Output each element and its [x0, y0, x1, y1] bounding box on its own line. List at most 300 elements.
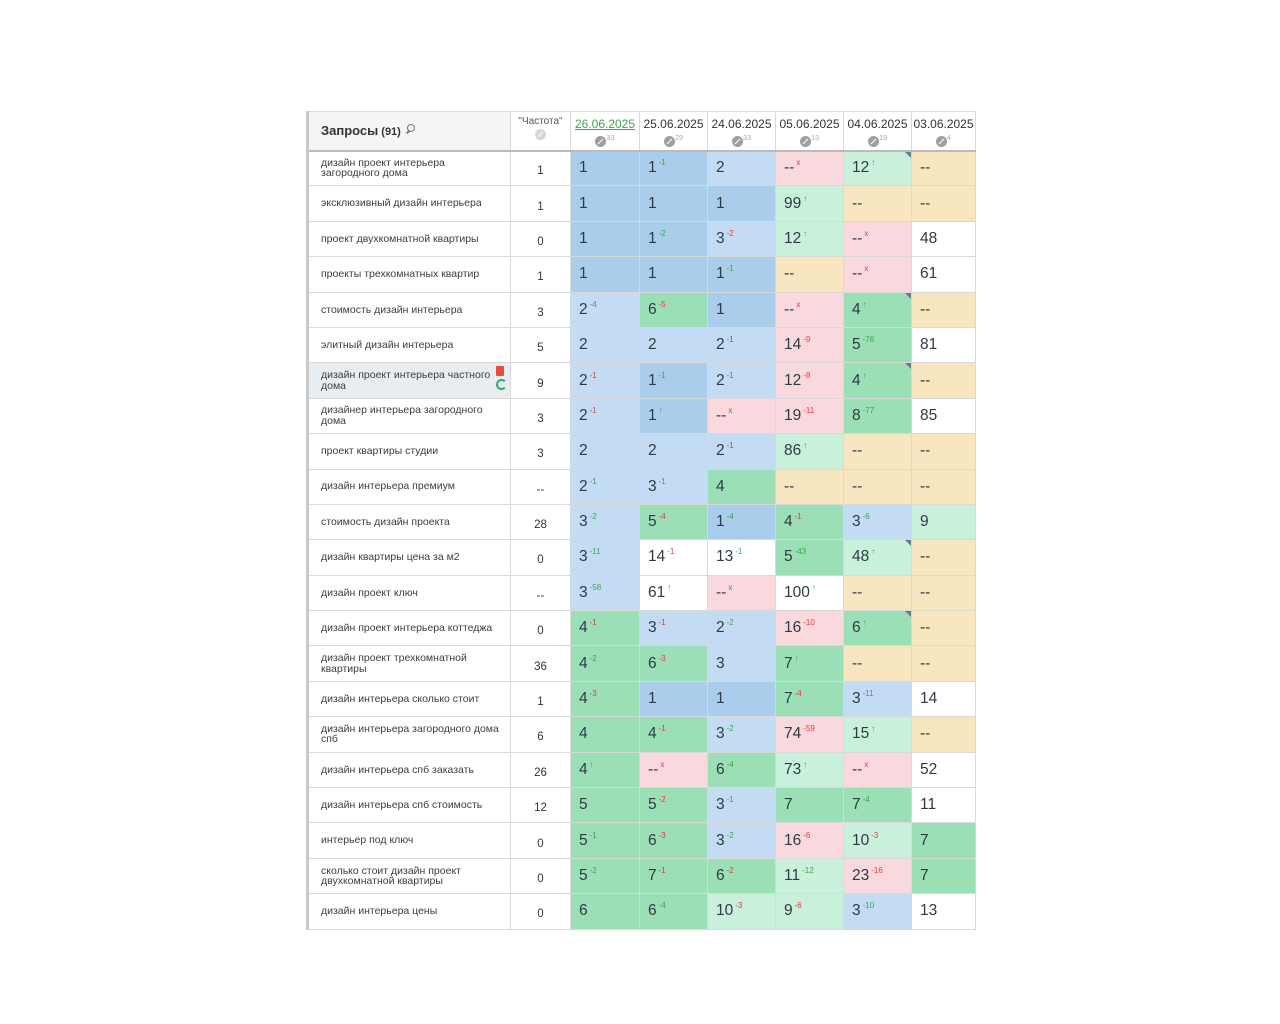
position-cell[interactable] — [776, 894, 844, 929]
position-cell[interactable] — [708, 434, 776, 469]
position-cell[interactable] — [640, 646, 708, 681]
position-cell[interactable] — [912, 540, 976, 575]
position-value: 52 — [920, 760, 938, 778]
position-cell[interactable] — [844, 681, 912, 716]
date-column-header[interactable] — [640, 112, 708, 151]
frequency-cell: 3 — [511, 434, 571, 469]
position-cell[interactable] — [640, 540, 708, 575]
position-cell[interactable] — [776, 717, 844, 752]
table-row[interactable] — [308, 398, 976, 433]
position-cell[interactable] — [708, 575, 776, 610]
position-value: 4 — [852, 300, 861, 318]
date-column-header[interactable] — [708, 112, 776, 151]
query-cell[interactable] — [308, 646, 511, 681]
query-text: интерьер под ключ — [321, 834, 414, 847]
position-change: -2 — [658, 228, 666, 238]
query-cell[interactable] — [308, 611, 511, 646]
position-change: -76 — [862, 335, 875, 345]
table-row[interactable] — [308, 434, 976, 469]
position-value: 8 — [852, 406, 861, 424]
note-marker-icon — [905, 540, 911, 546]
position-value: -- — [920, 725, 931, 743]
position-cell[interactable] — [640, 398, 708, 433]
position-cell[interactable] — [912, 752, 976, 787]
position-cell[interactable] — [844, 504, 912, 539]
position-cell[interactable] — [571, 151, 640, 186]
table-row[interactable] — [308, 858, 976, 893]
position-cell[interactable] — [912, 257, 976, 292]
position-change: -4 — [726, 759, 734, 769]
position-cell[interactable] — [640, 434, 708, 469]
position-cell[interactable] — [640, 681, 708, 716]
position-value: 3 — [716, 654, 725, 672]
position-cell[interactable] — [776, 292, 844, 327]
frequency-cell: 6 — [511, 717, 571, 752]
position-cell[interactable] — [640, 823, 708, 858]
position-cell[interactable] — [776, 823, 844, 858]
queries-column-header[interactable] — [308, 112, 511, 151]
position-change: -2 — [726, 618, 734, 628]
position-change: -3 — [735, 901, 743, 911]
position-value: 86 — [784, 442, 802, 460]
position-cell[interactable] — [776, 327, 844, 362]
position-change: ↑ — [803, 228, 808, 238]
position-cell[interactable] — [571, 823, 640, 858]
position-value: 61 — [920, 265, 938, 283]
position-change: ↑ — [589, 759, 594, 769]
position-cell[interactable] — [571, 469, 640, 504]
position-cell[interactable] — [912, 469, 976, 504]
position-change: x — [796, 299, 801, 309]
table-row[interactable] — [308, 186, 976, 221]
position-cell[interactable] — [571, 717, 640, 752]
position-cell[interactable] — [708, 257, 776, 292]
position-change: x — [864, 228, 869, 238]
position-value: -- — [920, 300, 931, 318]
position-cell[interactable] — [640, 504, 708, 539]
position-cell[interactable] — [640, 717, 708, 752]
position-change: -9 — [803, 335, 811, 345]
table-row[interactable] — [308, 611, 976, 646]
position-cell[interactable] — [571, 327, 640, 362]
query-cell[interactable] — [308, 504, 511, 539]
position-cell[interactable] — [571, 292, 640, 327]
query-cell[interactable] — [308, 257, 511, 292]
position-cell[interactable] — [571, 858, 640, 893]
date-label: 04.06.2025 — [847, 117, 908, 131]
query-cell[interactable] — [308, 434, 511, 469]
position-cell[interactable] — [844, 327, 912, 362]
position-cell[interactable] — [844, 221, 912, 256]
query-cell[interactable] — [308, 292, 511, 327]
position-cell[interactable] — [708, 540, 776, 575]
note-marker-icon — [905, 293, 911, 299]
position-value: 4 — [579, 654, 588, 672]
position-cell[interactable] — [912, 221, 976, 256]
query-text: дизайн проект интерьера коттеджа — [321, 622, 493, 635]
position-change: -6 — [803, 830, 811, 840]
position-cell[interactable] — [844, 717, 912, 752]
position-value: 3 — [716, 796, 725, 814]
position-cell[interactable] — [708, 221, 776, 256]
query-cell[interactable] — [308, 717, 511, 752]
position-cell[interactable] — [844, 363, 912, 398]
position-cell[interactable] — [708, 504, 776, 539]
frequency-cell: 0 — [511, 823, 571, 858]
position-change: -58 — [589, 582, 602, 592]
position-value: 3 — [579, 583, 588, 601]
date-label: 26.06.2025 — [574, 117, 636, 131]
position-cell[interactable] — [776, 504, 844, 539]
position-value: -- — [852, 583, 863, 601]
position-change: -1 — [794, 512, 802, 522]
position-cell[interactable] — [844, 469, 912, 504]
position-cell[interactable] — [776, 186, 844, 221]
position-value: 7 — [784, 796, 793, 814]
table-row[interactable] — [308, 752, 976, 787]
position-cell[interactable] — [844, 752, 912, 787]
position-cell[interactable] — [571, 504, 640, 539]
position-cell[interactable] — [844, 257, 912, 292]
position-value: 3 — [852, 690, 861, 708]
position-cell[interactable] — [912, 894, 976, 929]
position-cell[interactable] — [640, 575, 708, 610]
position-cell[interactable] — [912, 186, 976, 221]
position-cell[interactable] — [912, 504, 976, 539]
position-change: ↑ — [803, 193, 808, 203]
position-cell[interactable] — [912, 681, 976, 716]
position-change: -3 — [658, 653, 666, 663]
position-value: 81 — [920, 336, 938, 354]
chart-icon[interactable] — [664, 136, 675, 147]
position-cell[interactable] — [912, 292, 976, 327]
table-row[interactable] — [308, 292, 976, 327]
query-cell[interactable] — [308, 681, 511, 716]
position-cell[interactable] — [571, 398, 640, 433]
date-count: 33 — [742, 133, 752, 142]
position-cell[interactable] — [912, 398, 976, 433]
position-cell[interactable] — [708, 611, 776, 646]
table-row[interactable] — [308, 469, 976, 504]
position-cell[interactable] — [776, 221, 844, 256]
query-text: элитный дизайн интерьера — [321, 338, 454, 351]
position-value: -- — [920, 371, 931, 389]
position-cell[interactable] — [912, 717, 976, 752]
table-row[interactable] — [308, 221, 976, 256]
position-change: -1 — [726, 370, 734, 380]
position-cell[interactable] — [844, 398, 912, 433]
position-cell[interactable] — [912, 611, 976, 646]
position-cell[interactable] — [776, 151, 844, 186]
position-cell[interactable] — [640, 894, 708, 929]
position-cell[interactable] — [844, 894, 912, 929]
chart-icon[interactable] — [800, 136, 811, 147]
position-cell[interactable] — [708, 151, 776, 186]
query-cell[interactable] — [308, 363, 511, 398]
position-value: 7 — [920, 831, 929, 849]
position-change: -8 — [803, 370, 811, 380]
query-cell[interactable] — [308, 858, 511, 893]
position-value: 85 — [920, 406, 938, 424]
table-row[interactable] — [308, 823, 976, 858]
position-cell[interactable] — [571, 788, 640, 823]
position-cell[interactable] — [640, 858, 708, 893]
frequency-cell: 0 — [511, 611, 571, 646]
position-value: 14 — [920, 690, 938, 708]
position-cell[interactable] — [912, 151, 976, 186]
position-cell[interactable] — [708, 469, 776, 504]
position-change: x — [660, 759, 665, 769]
position-value: 2 — [579, 406, 588, 424]
position-change: -3 — [871, 830, 879, 840]
position-cell[interactable] — [912, 823, 976, 858]
position-cell[interactable] — [844, 434, 912, 469]
position-cell[interactable] — [640, 611, 708, 646]
table-row[interactable] — [308, 327, 976, 362]
query-cell[interactable] — [308, 398, 511, 433]
position-cell[interactable] — [844, 858, 912, 893]
position-cell[interactable] — [776, 469, 844, 504]
chart-icon[interactable] — [936, 136, 947, 147]
position-cell[interactable] — [571, 186, 640, 221]
position-cell[interactable] — [640, 752, 708, 787]
position-cell[interactable] — [708, 186, 776, 221]
position-value: 2 — [716, 442, 725, 460]
position-cell[interactable] — [571, 752, 640, 787]
position-cell[interactable] — [571, 575, 640, 610]
frequency-label: "Частота" — [518, 116, 563, 127]
position-cell[interactable] — [844, 151, 912, 186]
chart-icon[interactable] — [535, 129, 546, 140]
position-cell[interactable] — [571, 221, 640, 256]
position-change: -2 — [726, 830, 734, 840]
position-cell[interactable] — [912, 327, 976, 362]
position-cell[interactable] — [640, 186, 708, 221]
table-body — [308, 151, 976, 930]
position-value: 10 — [852, 831, 870, 849]
position-cell[interactable] — [571, 363, 640, 398]
table-row[interactable] — [308, 717, 976, 752]
position-cell[interactable] — [776, 363, 844, 398]
position-cell[interactable] — [912, 575, 976, 610]
position-cell[interactable] — [844, 186, 912, 221]
query-cell[interactable] — [308, 540, 511, 575]
position-change: -6 — [794, 901, 802, 911]
position-change: ↑ — [803, 441, 808, 451]
position-change: -1 — [658, 724, 666, 734]
position-cell[interactable] — [844, 540, 912, 575]
position-value: 1 — [579, 265, 588, 283]
position-change: -4 — [862, 795, 870, 805]
date-column-header[interactable] — [571, 112, 640, 151]
position-cell[interactable] — [708, 398, 776, 433]
position-cell[interactable] — [571, 257, 640, 292]
position-change: -2 — [589, 866, 597, 875]
position-value: -- — [920, 159, 931, 177]
frequency-column-header[interactable] — [511, 112, 571, 151]
position-cell[interactable] — [708, 363, 776, 398]
position-change: -12 — [802, 866, 814, 875]
position-change: x — [864, 264, 869, 274]
position-cell[interactable] — [844, 611, 912, 646]
position-change: -1 — [735, 547, 743, 557]
query-text: дизайн квартиры цена за м2 — [321, 551, 460, 564]
search-icon[interactable] — [406, 124, 415, 133]
position-cell[interactable] — [776, 681, 844, 716]
query-text: дизайнер интерьера загородного дома — [321, 404, 483, 427]
position-cell[interactable] — [571, 681, 640, 716]
position-value: 1 — [716, 513, 725, 531]
position-cell[interactable] — [776, 752, 844, 787]
date-column-header[interactable] — [776, 112, 844, 151]
position-value: 3 — [579, 513, 588, 531]
position-change: ↑ — [871, 547, 876, 557]
position-cell[interactable] — [708, 823, 776, 858]
chart-icon[interactable] — [868, 136, 879, 147]
position-cell[interactable] — [640, 292, 708, 327]
position-cell[interactable] — [708, 681, 776, 716]
position-cell[interactable] — [640, 469, 708, 504]
position-cell[interactable] — [571, 540, 640, 575]
table-row[interactable] — [308, 575, 976, 610]
position-value: -- — [920, 442, 931, 460]
table-row[interactable] — [308, 646, 976, 681]
query-cell[interactable] — [308, 894, 511, 929]
query-cell[interactable] — [308, 823, 511, 858]
position-cell[interactable] — [776, 611, 844, 646]
position-change: -1 — [589, 618, 597, 628]
position-change: x — [864, 759, 869, 769]
position-cell[interactable] — [844, 646, 912, 681]
position-cell[interactable] — [640, 221, 708, 256]
query-cell[interactable] — [308, 151, 511, 186]
position-value: 2 — [648, 442, 657, 460]
position-cell[interactable] — [708, 327, 776, 362]
position-cell[interactable] — [571, 434, 640, 469]
position-cell[interactable] — [640, 788, 708, 823]
position-cell[interactable] — [708, 646, 776, 681]
position-cell[interactable] — [571, 894, 640, 929]
position-change: -1 — [589, 830, 597, 840]
query-cell[interactable] — [308, 221, 511, 256]
position-cell[interactable] — [571, 611, 640, 646]
frequency-cell: 1 — [511, 151, 571, 186]
position-cell[interactable] — [912, 858, 976, 893]
position-value: 6 — [648, 300, 657, 318]
table-row[interactable] — [308, 363, 976, 398]
position-value: 6 — [648, 831, 657, 849]
position-value: 7 — [852, 796, 861, 814]
query-cell[interactable] — [308, 752, 511, 787]
frequency-cell: 3 — [511, 398, 571, 433]
frequency-cell: 0 — [511, 540, 571, 575]
table-row[interactable] — [308, 504, 976, 539]
query-cell[interactable] — [308, 327, 511, 362]
table-row[interactable] — [308, 540, 976, 575]
position-value: 1 — [716, 194, 725, 212]
position-change: -1 — [658, 476, 666, 486]
position-cell[interactable] — [640, 327, 708, 362]
position-cell[interactable] — [776, 575, 844, 610]
trash-icon[interactable] — [496, 366, 504, 376]
query-cell[interactable] — [308, 186, 511, 221]
position-cell[interactable] — [776, 858, 844, 893]
position-cell[interactable] — [844, 575, 912, 610]
position-value: -- — [648, 760, 659, 778]
position-change: ↑ — [862, 299, 867, 309]
position-cell[interactable] — [912, 788, 976, 823]
position-value: 2 — [716, 619, 725, 637]
position-cell[interactable] — [571, 646, 640, 681]
position-cell[interactable] — [708, 894, 776, 929]
table-row[interactable] — [308, 894, 976, 929]
frequency-cell: 5 — [511, 327, 571, 362]
position-change: -77 — [862, 405, 875, 415]
position-value: 5 — [852, 336, 861, 354]
date-label: 24.06.2025 — [711, 117, 772, 131]
position-cell[interactable] — [912, 646, 976, 681]
position-value: 12 — [784, 229, 802, 247]
date-column-header[interactable] — [912, 112, 976, 151]
position-cell[interactable] — [776, 646, 844, 681]
position-value: 6 — [852, 619, 861, 637]
position-cell[interactable] — [776, 540, 844, 575]
date-label: 03.06.2025 — [913, 117, 974, 131]
position-cell[interactable] — [640, 363, 708, 398]
position-cell[interactable] — [640, 257, 708, 292]
chart-icon[interactable] — [595, 136, 606, 147]
position-cell[interactable] — [776, 434, 844, 469]
position-change: x — [796, 158, 801, 168]
frequency-cell: 12 — [511, 788, 571, 823]
position-cell[interactable] — [912, 363, 976, 398]
query-text: дизайн интерьера загородного дома спб — [321, 722, 499, 746]
date-label: 05.06.2025 — [779, 117, 840, 131]
table-row[interactable] — [308, 788, 976, 823]
position-cell[interactable] — [776, 398, 844, 433]
position-cell[interactable] — [708, 717, 776, 752]
position-cell[interactable] — [640, 151, 708, 186]
position-cell[interactable] — [708, 788, 776, 823]
date-column-header[interactable] — [844, 112, 912, 151]
position-value: 23 — [852, 867, 870, 884]
query-cell[interactable] — [308, 788, 511, 823]
position-cell[interactable] — [844, 788, 912, 823]
position-cell[interactable] — [776, 257, 844, 292]
position-value: -- — [852, 265, 863, 283]
position-value: 3 — [648, 619, 657, 637]
position-value: 4 — [784, 513, 793, 531]
position-cell[interactable] — [844, 823, 912, 858]
query-cell[interactable] — [308, 575, 511, 610]
position-cell[interactable] — [776, 788, 844, 823]
position-change: -4 — [726, 512, 734, 522]
table-row[interactable] — [308, 681, 976, 716]
position-cell[interactable] — [708, 858, 776, 893]
refresh-icon[interactable] — [496, 379, 507, 390]
position-cell[interactable] — [912, 434, 976, 469]
query-text: дизайн проект интерьера частного дома — [321, 369, 491, 392]
table-row[interactable] — [308, 151, 976, 186]
position-cell[interactable] — [708, 752, 776, 787]
query-cell[interactable] — [308, 469, 511, 504]
position-cell[interactable] — [844, 292, 912, 327]
position-value: -- — [852, 229, 863, 247]
position-change: -2 — [726, 724, 734, 734]
position-cell[interactable] — [708, 292, 776, 327]
chart-icon[interactable] — [732, 136, 743, 147]
table-row[interactable] — [308, 257, 976, 292]
